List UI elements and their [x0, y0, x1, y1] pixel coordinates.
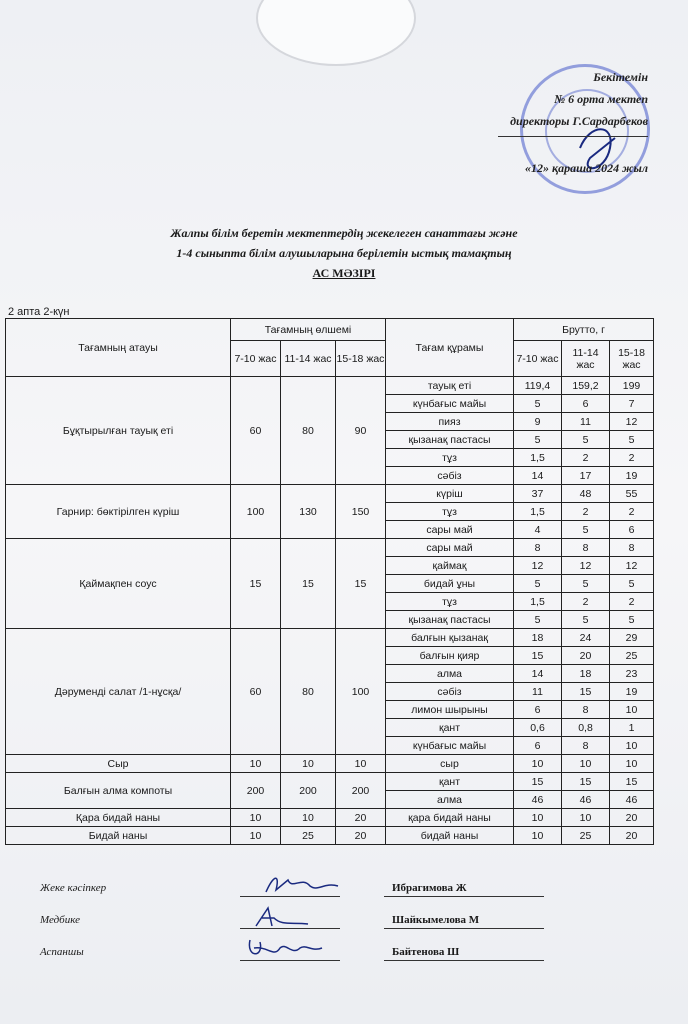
gross-value: 7: [610, 395, 654, 413]
dish-name: Дәруменді салат /1-нұсқа/: [6, 629, 231, 755]
gross-value: 20: [610, 809, 654, 827]
dish-name: Қара бидай наны: [6, 809, 231, 827]
gross-value: 8: [562, 737, 610, 755]
ingredient-name: қант: [386, 773, 514, 791]
table-row: [6, 827, 654, 845]
portion-value: 10: [336, 755, 386, 773]
ingredient-name: күнбағыс майы: [386, 737, 514, 755]
ingredient-name: сары май: [386, 521, 514, 539]
table-row: [6, 629, 654, 647]
gross-value: 5: [562, 575, 610, 593]
table-row: [6, 539, 654, 557]
ingredient-name: қара бидай наны: [386, 809, 514, 827]
gross-value: 5: [562, 521, 610, 539]
ingredient-name: күнбағыс майы: [386, 395, 514, 413]
portion-value: 100: [231, 485, 281, 539]
signature-1: [262, 872, 342, 898]
header-age-7-10: 7-10 жас: [231, 341, 281, 377]
approval-director: директоры Г.Сардарбеков: [510, 114, 648, 128]
portion-value: 15: [281, 539, 336, 629]
portion-value: 20: [336, 827, 386, 845]
gross-value: 5: [514, 611, 562, 629]
portion-value: 10: [231, 809, 281, 827]
ingredient-name: тұз: [386, 503, 514, 521]
gross-value: 199: [610, 377, 654, 395]
portion-value: 130: [281, 485, 336, 539]
gross-value: 12: [562, 557, 610, 575]
gross-value: 2: [610, 593, 654, 611]
ingredient-name: алма: [386, 665, 514, 683]
ingredient-name: сары май: [386, 539, 514, 557]
gross-value: 6: [514, 737, 562, 755]
table-row: [6, 377, 654, 395]
ingredient-name: сыр: [386, 755, 514, 773]
gross-value: 14: [514, 467, 562, 485]
gross-value: 9: [514, 413, 562, 431]
portion-value: 20: [336, 809, 386, 827]
footer-role-3: Аспаншы: [40, 946, 84, 958]
gross-value: 12: [610, 413, 654, 431]
gross-value: 2: [562, 503, 610, 521]
gross-value: 46: [514, 791, 562, 809]
gross-value: 12: [610, 557, 654, 575]
gross-value: 5: [610, 575, 654, 593]
ingredient-name: алма: [386, 791, 514, 809]
ingredient-name: қант: [386, 719, 514, 737]
gross-value: 1,5: [514, 449, 562, 467]
gross-value: 159,2: [562, 377, 610, 395]
ingredient-name: бидай наны: [386, 827, 514, 845]
table-row: [6, 755, 654, 773]
gross-value: 2: [562, 593, 610, 611]
approval-school: № 6 орта мектеп: [554, 92, 648, 106]
gross-value: 24: [562, 629, 610, 647]
gross-value: 119,4: [514, 377, 562, 395]
dish-name: Сыр: [6, 755, 231, 773]
table-row: [6, 773, 654, 791]
header-age-15-18: 15-18 жас: [336, 341, 386, 377]
gross-value: 25: [562, 827, 610, 845]
gross-value: 48: [562, 485, 610, 503]
gross-value: 5: [610, 431, 654, 449]
gross-value: 37: [514, 485, 562, 503]
doc-title-line2: 1-4 сыныпта білім алушыларына берілетін ыстық тамақтың: [176, 246, 512, 260]
ingredient-name: сәбіз: [386, 683, 514, 701]
header-composition: Тағам құрамы: [386, 319, 514, 377]
table-row: [6, 485, 654, 503]
gross-value: 5: [514, 431, 562, 449]
ingredient-name: тауық еті: [386, 377, 514, 395]
portion-value: 15: [231, 539, 281, 629]
ingredient-name: сәбіз: [386, 467, 514, 485]
gross-value: 5: [514, 575, 562, 593]
gross-value: 29: [610, 629, 654, 647]
gross-value: 10: [610, 701, 654, 719]
gross-value: 2: [562, 449, 610, 467]
gross-value: 6: [610, 521, 654, 539]
gross-value: 5: [562, 431, 610, 449]
gross-value: 10: [610, 737, 654, 755]
gross-value: 18: [514, 629, 562, 647]
gross-value: 2: [610, 503, 654, 521]
header-gross-15-18: 15-18 жас: [610, 341, 654, 377]
portion-value: 60: [231, 377, 281, 485]
dish-name: Балғын алма компоты: [6, 773, 231, 809]
portion-value: 200: [231, 773, 281, 809]
doc-title-line1: Жалпы білім беретін мектептердің жекелеген санаттағы және: [170, 226, 518, 240]
gross-value: 1: [610, 719, 654, 737]
gross-value: 14: [514, 665, 562, 683]
ingredient-name: тұз: [386, 593, 514, 611]
gross-value: 1,5: [514, 593, 562, 611]
gross-value: 10: [514, 755, 562, 773]
portion-value: 100: [336, 629, 386, 755]
ingredient-name: қаймақ: [386, 557, 514, 575]
gross-value: 15: [514, 647, 562, 665]
portion-value: 90: [336, 377, 386, 485]
gross-value: 10: [562, 755, 610, 773]
gross-value: 5: [514, 395, 562, 413]
portion-value: 10: [231, 755, 281, 773]
approval-title: Бекітемін: [593, 70, 648, 84]
gross-value: 10: [514, 809, 562, 827]
gross-value: 15: [610, 773, 654, 791]
portion-value: 10: [281, 755, 336, 773]
header-dish-name: Тағамның атауы: [6, 319, 231, 377]
gross-value: 8: [514, 539, 562, 557]
header-gross-7-10: 7-10 жас: [514, 341, 562, 377]
ingredient-name: тұз: [386, 449, 514, 467]
table-row: [6, 809, 654, 827]
gross-value: 17: [562, 467, 610, 485]
gross-value: 23: [610, 665, 654, 683]
portion-value: 80: [281, 377, 336, 485]
gross-value: 10: [514, 827, 562, 845]
dish-name: Бидай наны: [6, 827, 231, 845]
ingredient-name: бидай ұны: [386, 575, 514, 593]
footer-name-1: Ибрагимова Ж: [392, 882, 467, 894]
gross-value: 2: [610, 449, 654, 467]
punch-hole: [256, 0, 416, 66]
portion-value: 200: [336, 773, 386, 809]
gross-value: 11: [514, 683, 562, 701]
gross-value: 1,5: [514, 503, 562, 521]
ingredient-name: күріш: [386, 485, 514, 503]
gross-value: 0,8: [562, 719, 610, 737]
gross-value: 19: [610, 467, 654, 485]
approval-date: «12» қараша 2024 жыл: [525, 161, 648, 175]
header-age-11-14: 11-14 жас: [281, 341, 336, 377]
portion-value: 10: [231, 827, 281, 845]
ingredient-name: балғын қызанақ: [386, 629, 514, 647]
week-day-label: 2 апта 2-күн: [8, 306, 70, 318]
gross-value: 12: [514, 557, 562, 575]
gross-value: 20: [610, 827, 654, 845]
gross-value: 5: [610, 611, 654, 629]
gross-value: 55: [610, 485, 654, 503]
gross-value: 19: [610, 683, 654, 701]
ingredient-name: балғын қияр: [386, 647, 514, 665]
portion-value: 10: [281, 809, 336, 827]
gross-value: 6: [514, 701, 562, 719]
footer-role-2: Медбике: [40, 914, 80, 926]
dish-name: Қаймақпен соус: [6, 539, 231, 629]
portion-value: 15: [336, 539, 386, 629]
gross-value: 20: [562, 647, 610, 665]
header-portion: Тағамның өлшемі: [231, 319, 386, 341]
gross-value: 18: [562, 665, 610, 683]
gross-value: 4: [514, 521, 562, 539]
gross-value: 6: [562, 395, 610, 413]
portion-value: 25: [281, 827, 336, 845]
signature-2: [252, 904, 312, 930]
dish-name: Гарнир: бөктірілген күріш: [6, 485, 231, 539]
header-gross-11-14: 11-14 жас: [562, 341, 610, 377]
header-gross: Брутто, г: [514, 319, 654, 341]
gross-value: 8: [562, 701, 610, 719]
portion-value: 80: [281, 629, 336, 755]
gross-value: 11: [562, 413, 610, 431]
gross-value: 10: [562, 809, 610, 827]
ingredient-name: пияз: [386, 413, 514, 431]
signature-3: [244, 934, 324, 962]
gross-value: 8: [610, 539, 654, 557]
portion-value: 150: [336, 485, 386, 539]
portion-value: 200: [281, 773, 336, 809]
ingredient-name: қызанақ пастасы: [386, 611, 514, 629]
approval-block: [408, 66, 648, 179]
gross-value: 15: [562, 773, 610, 791]
gross-value: 15: [562, 683, 610, 701]
footer-name-3: Байтенова Ш: [392, 946, 460, 958]
ingredient-name: қызанақ пастасы: [386, 431, 514, 449]
gross-value: 8: [562, 539, 610, 557]
gross-value: 15: [514, 773, 562, 791]
footer-name-2: Шайкымелова М: [392, 914, 480, 926]
menu-table: [5, 318, 654, 845]
doc-title-menu: АС МӘЗІРІ: [312, 266, 376, 280]
gross-value: 0,6: [514, 719, 562, 737]
ingredient-name: лимон шырыны: [386, 701, 514, 719]
gross-value: 10: [610, 755, 654, 773]
portion-value: 60: [231, 629, 281, 755]
footer-role-1: Жеке кәсіпкер: [40, 882, 107, 894]
gross-value: 46: [562, 791, 610, 809]
gross-value: 5: [562, 611, 610, 629]
dish-name: Бұқтырылған тауық еті: [6, 377, 231, 485]
gross-value: 25: [610, 647, 654, 665]
gross-value: 46: [610, 791, 654, 809]
